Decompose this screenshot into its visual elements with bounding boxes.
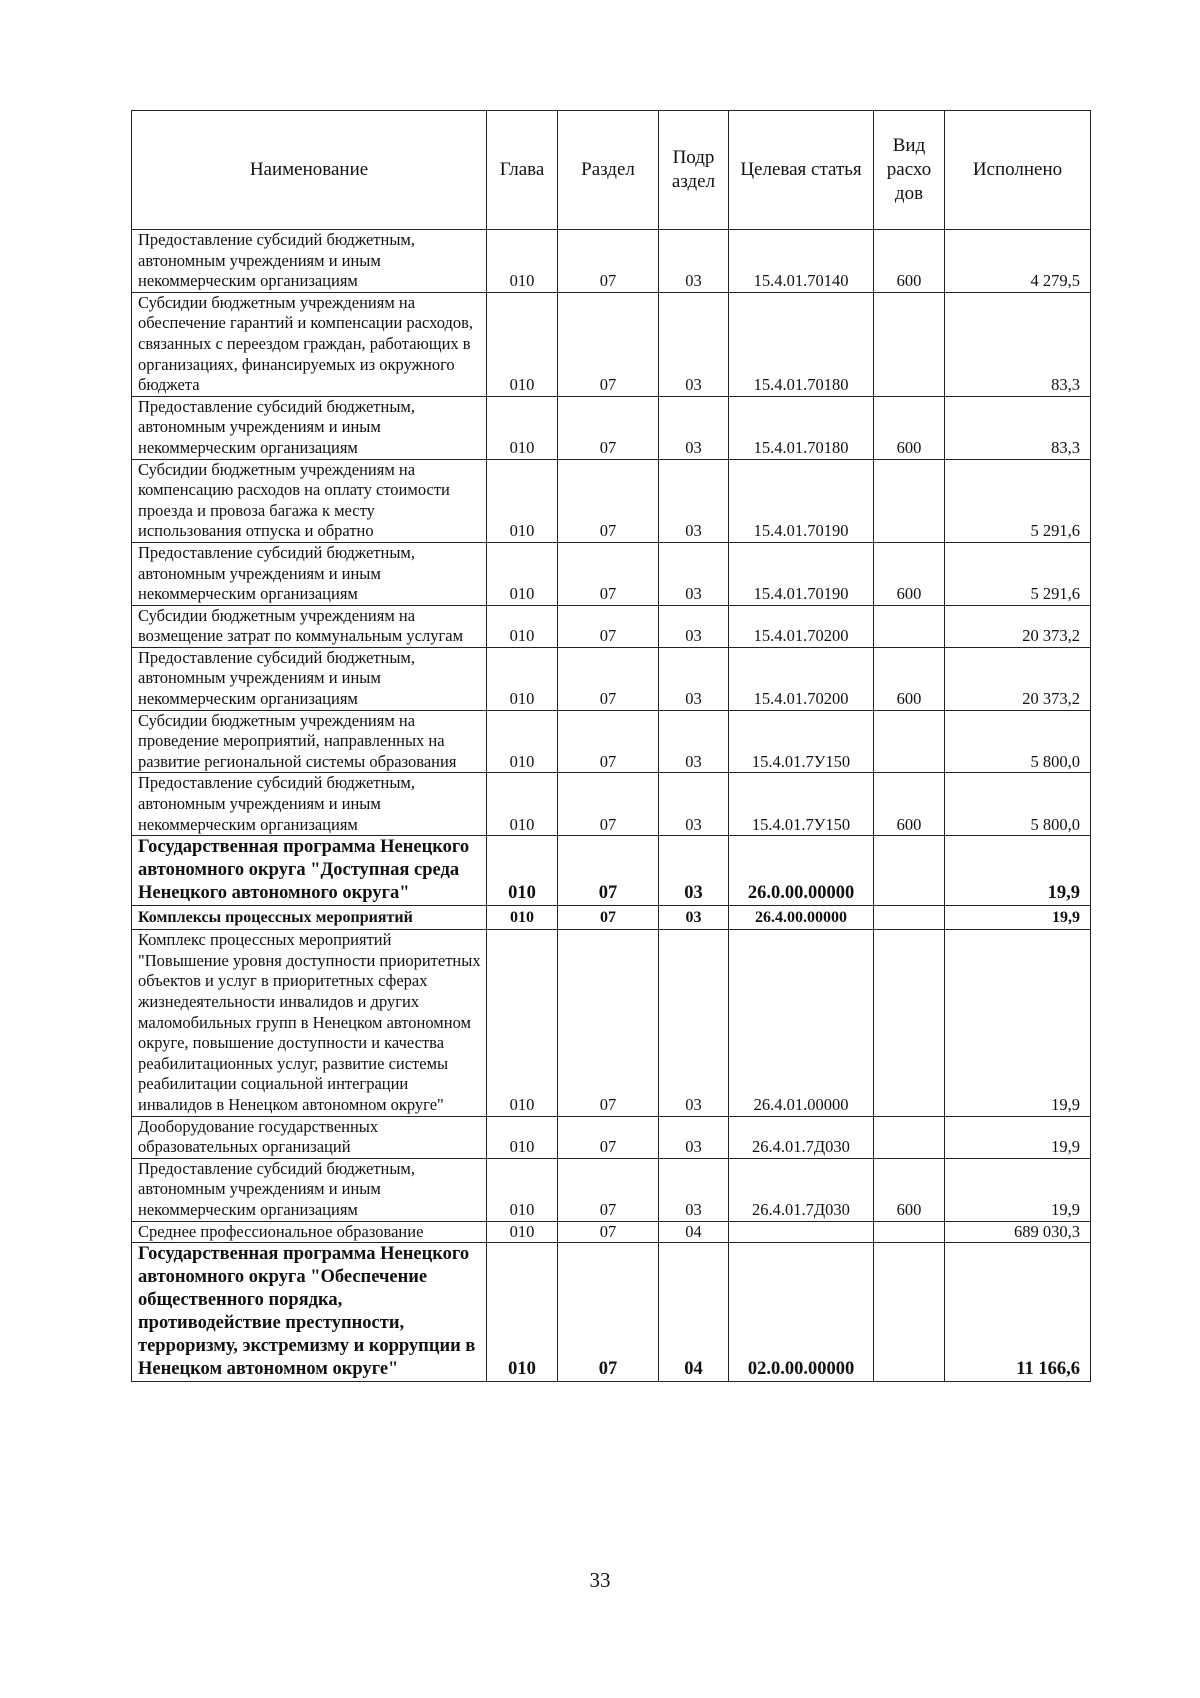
row-podrazdel: 03 (659, 906, 729, 930)
row-glava: 010 (487, 647, 558, 710)
row-target-article: 26.4.00.00000 (729, 906, 874, 930)
row-glava: 010 (487, 605, 558, 647)
row-glava: 010 (487, 292, 558, 396)
table-row (132, 459, 1091, 542)
row-glava: 010 (487, 542, 558, 605)
row-expense-type (874, 1116, 945, 1158)
row-target-article: 26.0.00.00000 (729, 836, 874, 906)
row-razdel: 07 (558, 1221, 659, 1243)
row-target-article: 15.4.01.70190 (729, 542, 874, 605)
row-expense-type: 600 (874, 773, 945, 836)
row-name: Предоставление субсидий бюджетным, автономным учреждениям и иным некоммерческим организациям (132, 230, 487, 293)
row-target-article: 15.4.01.70140 (729, 230, 874, 293)
row-name: Предоставление субсидий бюджетным, автономным учреждениям и иным некоммерческим организациям (132, 773, 487, 836)
row-podrazdel: 04 (659, 1221, 729, 1243)
row-razdel: 07 (558, 710, 659, 773)
row-expense-type: 600 (874, 542, 945, 605)
row-target-article: 15.4.01.70180 (729, 396, 874, 459)
row-razdel: 07 (558, 1158, 659, 1221)
row-amount: 5 800,0 (945, 710, 1091, 773)
row-glava: 010 (487, 1158, 558, 1221)
row-target-article: 02.0.00.00000 (729, 1243, 874, 1382)
header-name: Наименование (132, 111, 487, 230)
row-target-article: 15.4.01.7У150 (729, 710, 874, 773)
row-amount: 689 030,3 (945, 1221, 1091, 1243)
row-name: Предоставление субсидий бюджетным, автономным учреждениям и иным некоммерческим организациям (132, 1158, 487, 1221)
row-podrazdel: 03 (659, 773, 729, 836)
row-amount: 19,9 (945, 906, 1091, 930)
row-expense-type (874, 836, 945, 906)
row-podrazdel: 03 (659, 1158, 729, 1221)
row-amount: 5 800,0 (945, 773, 1091, 836)
table-row (132, 1221, 1091, 1243)
row-expense-type (874, 292, 945, 396)
table-row (132, 605, 1091, 647)
row-podrazdel: 03 (659, 605, 729, 647)
row-name: Субсидии бюджетным учреждениям на обеспечение гарантий и компенсации расходов, связанных с переездом граждан, работающих в организациях, финансируемых из окружного бюджета (132, 292, 487, 396)
row-glava: 010 (487, 459, 558, 542)
row-target-article: 15.4.01.7У150 (729, 773, 874, 836)
row-amount: 20 373,2 (945, 647, 1091, 710)
row-amount: 19,9 (945, 1158, 1091, 1221)
row-podrazdel: 03 (659, 459, 729, 542)
row-expense-type (874, 605, 945, 647)
row-razdel: 07 (558, 230, 659, 293)
row-glava: 010 (487, 930, 558, 1116)
row-name: Субсидии бюджетным учреждениям на компенсацию расходов на оплату стоимости проезда и провоза багажа к месту использования отпуска и обратно (132, 459, 487, 542)
budget-execution-table (131, 110, 1091, 1382)
row-target-article: 15.4.01.70180 (729, 292, 874, 396)
row-name: Комплексы процессных мероприятий (132, 906, 487, 930)
row-amount: 11 166,6 (945, 1243, 1091, 1382)
table-row (132, 1158, 1091, 1221)
row-expense-type (874, 1243, 945, 1382)
row-expense-type (874, 930, 945, 1116)
row-razdel: 07 (558, 773, 659, 836)
row-target-article: 15.4.01.70200 (729, 647, 874, 710)
row-amount: 19,9 (945, 1116, 1091, 1158)
row-podrazdel: 03 (659, 836, 729, 906)
row-podrazdel: 03 (659, 292, 729, 396)
row-razdel: 07 (558, 459, 659, 542)
row-name: Дооборудование государственных образовательных организаций (132, 1116, 487, 1158)
row-expense-type (874, 710, 945, 773)
row-razdel: 07 (558, 836, 659, 906)
row-name: Государственная программа Ненецкого автономного округа "Обеспечение общественного порядка, противодействие преступности, терроризму, экстремизму и коррупции в Ненецком автономном округе" (132, 1243, 487, 1382)
table-row (132, 292, 1091, 396)
table-body (132, 230, 1091, 1382)
row-razdel: 07 (558, 906, 659, 930)
table-row (132, 930, 1091, 1116)
table-row (132, 710, 1091, 773)
row-razdel: 07 (558, 542, 659, 605)
row-name: Субсидии бюджетным учреждениям на проведение мероприятий, направленных на развитие региональной системы образования (132, 710, 487, 773)
row-name: Комплекс процессных мероприятий "Повышение уровня доступности приоритетных объектов и услуг в приоритетных сферах жизнедеятельности инвалидов и других маломобильных групп в Ненецком автономном округе, повышение доступности и качества реабилитационных услуг, развитие системы реабилитации социальной интеграции инвалидов в Ненецком автономном округе" (132, 930, 487, 1116)
table-row (132, 1116, 1091, 1158)
row-target-article: 26.4.01.7Д030 (729, 1158, 874, 1221)
row-name: Среднее профессиональное образование (132, 1221, 487, 1243)
header-expense-type: Вид расхо дов (874, 111, 945, 230)
table-row (132, 773, 1091, 836)
header-target-article: Целевая статья (729, 111, 874, 230)
row-podrazdel: 03 (659, 930, 729, 1116)
row-glava: 010 (487, 1116, 558, 1158)
row-razdel: 07 (558, 396, 659, 459)
row-expense-type: 600 (874, 647, 945, 710)
header-podrazdel: Подр аздел (659, 111, 729, 230)
row-razdel: 07 (558, 1243, 659, 1382)
row-target-article: 15.4.01.70200 (729, 605, 874, 647)
row-podrazdel: 03 (659, 710, 729, 773)
row-name: Предоставление субсидий бюджетным, автономным учреждениям и иным некоммерческим организациям (132, 396, 487, 459)
row-podrazdel: 03 (659, 396, 729, 459)
row-amount: 5 291,6 (945, 459, 1091, 542)
row-target-article: 15.4.01.70190 (729, 459, 874, 542)
row-amount: 19,9 (945, 930, 1091, 1116)
page-number: 33 (589, 1568, 611, 1592)
table-header-row (132, 111, 1091, 230)
row-podrazdel: 03 (659, 230, 729, 293)
table-row (132, 647, 1091, 710)
table-row (132, 542, 1091, 605)
row-glava: 010 (487, 230, 558, 293)
row-expense-type: 600 (874, 396, 945, 459)
row-razdel: 07 (558, 605, 659, 647)
row-name: Государственная программа Ненецкого автономного округа "Доступная среда Ненецкого автономного округа" (132, 836, 487, 906)
row-podrazdel: 03 (659, 1116, 729, 1158)
table-row (132, 1243, 1091, 1382)
row-name: Субсидии бюджетным учреждениям на возмещение затрат по коммунальным услугам (132, 605, 487, 647)
row-amount: 83,3 (945, 396, 1091, 459)
table-row (132, 836, 1091, 906)
table-row (132, 906, 1091, 930)
row-amount: 5 291,6 (945, 542, 1091, 605)
table-row (132, 396, 1091, 459)
row-glava: 010 (487, 1221, 558, 1243)
row-podrazdel: 03 (659, 542, 729, 605)
row-amount: 4 279,5 (945, 230, 1091, 293)
row-razdel: 07 (558, 1116, 659, 1158)
row-target-article: 26.4.01.7Д030 (729, 1116, 874, 1158)
row-razdel: 07 (558, 930, 659, 1116)
row-razdel: 07 (558, 292, 659, 396)
row-amount: 19,9 (945, 836, 1091, 906)
row-razdel: 07 (558, 647, 659, 710)
row-glava: 010 (487, 710, 558, 773)
row-expense-type: 600 (874, 1158, 945, 1221)
header-razdel: Раздел (558, 111, 659, 230)
header-glava: Глава (487, 111, 558, 230)
row-expense-type (874, 1221, 945, 1243)
row-expense-type: 600 (874, 230, 945, 293)
row-glava: 010 (487, 906, 558, 930)
row-target-article: 26.4.01.00000 (729, 930, 874, 1116)
row-name: Предоставление субсидий бюджетным, автономным учреждениям и иным некоммерческим организациям (132, 542, 487, 605)
row-amount: 20 373,2 (945, 605, 1091, 647)
row-glava: 010 (487, 773, 558, 836)
row-name: Предоставление субсидий бюджетным, автономным учреждениям и иным некоммерческим организациям (132, 647, 487, 710)
row-expense-type (874, 459, 945, 542)
row-podrazdel: 04 (659, 1243, 729, 1382)
row-glava: 010 (487, 396, 558, 459)
row-podrazdel: 03 (659, 647, 729, 710)
row-target-article (729, 1221, 874, 1243)
header-executed: Исполнено (945, 111, 1091, 230)
table-row (132, 230, 1091, 293)
row-expense-type (874, 906, 945, 930)
row-glava: 010 (487, 1243, 558, 1382)
row-glava: 010 (487, 836, 558, 906)
row-amount: 83,3 (945, 292, 1091, 396)
